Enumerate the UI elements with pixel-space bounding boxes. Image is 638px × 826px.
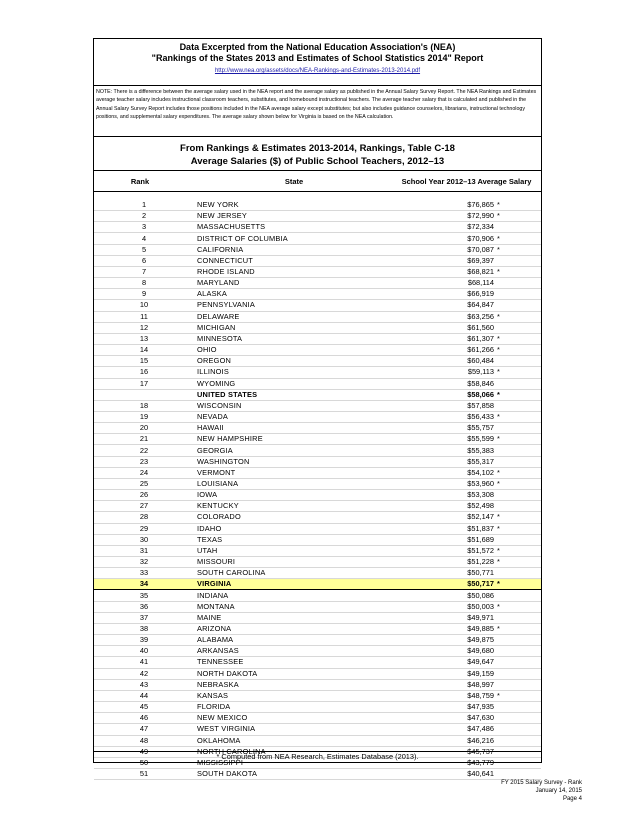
source-link[interactable]: http://www.nea.org/assets/docs/NEA-Rankings-and-Estimates-2013-2014.pdf bbox=[214, 68, 421, 74]
salary-cell: $47,630 bbox=[439, 713, 495, 724]
table-row bbox=[94, 679, 541, 690]
table-row bbox=[94, 623, 541, 634]
salary-cell: $70,087 bbox=[439, 244, 495, 255]
table-row bbox=[94, 657, 541, 668]
state-cell: NEVADA bbox=[194, 411, 439, 422]
footnote-mark bbox=[495, 289, 541, 300]
rank-cell: 47 bbox=[94, 724, 194, 735]
footnote-mark: * bbox=[495, 512, 541, 523]
table-row bbox=[94, 501, 541, 512]
footnote-mark: * bbox=[495, 345, 541, 356]
state-cell: ALASKA bbox=[194, 289, 439, 300]
salary-cell: $69,397 bbox=[439, 255, 495, 266]
footer-title: FY 2015 Salary Survey - Rank bbox=[501, 780, 582, 786]
state-cell: MISSOURI bbox=[194, 557, 439, 568]
salary-table bbox=[94, 200, 541, 780]
rank-cell: 24 bbox=[94, 467, 194, 478]
footnote-mark: * bbox=[495, 244, 541, 255]
rank-cell: 27 bbox=[94, 501, 194, 512]
column-header-rank: Rank bbox=[130, 177, 150, 186]
state-cell: NEW YORK bbox=[194, 200, 439, 211]
state-cell: NEW HAMPSHIRE bbox=[194, 434, 439, 445]
table-row bbox=[94, 356, 541, 367]
state-cell: NEW JERSEY bbox=[194, 211, 439, 222]
rank-cell: 25 bbox=[94, 478, 194, 489]
salary-cell: $43,779 bbox=[439, 757, 495, 768]
table-row bbox=[94, 411, 541, 422]
salary-cell: $59,113 bbox=[439, 367, 495, 378]
salary-cell: $50,003 bbox=[439, 601, 495, 612]
table-row bbox=[94, 635, 541, 646]
state-cell: VERMONT bbox=[194, 467, 439, 478]
salary-cell: $49,971 bbox=[439, 612, 495, 623]
state-cell: MONTANA bbox=[194, 601, 439, 612]
table-row bbox=[94, 233, 541, 244]
rank-cell: 2 bbox=[94, 211, 194, 222]
rank-cell: 1 bbox=[94, 200, 194, 211]
state-cell: WASHINGTON bbox=[194, 456, 439, 467]
footnote-mark: * bbox=[495, 266, 541, 277]
table-row bbox=[94, 579, 541, 590]
table-row bbox=[94, 534, 541, 545]
table-row bbox=[94, 211, 541, 222]
report-header bbox=[94, 39, 541, 81]
rank-cell: 38 bbox=[94, 623, 194, 634]
rank-cell: 21 bbox=[94, 434, 194, 445]
state-cell: PENNSYLVANIA bbox=[194, 300, 439, 311]
state-cell: UTAH bbox=[194, 545, 439, 556]
salary-cell: $47,486 bbox=[439, 724, 495, 735]
footnote-mark bbox=[495, 423, 541, 434]
salary-cell: $57,858 bbox=[439, 400, 495, 411]
footnote-mark: * bbox=[495, 434, 541, 445]
rank-cell bbox=[94, 389, 194, 400]
table-row bbox=[94, 389, 541, 400]
footnote-mark: * bbox=[495, 200, 541, 211]
state-cell: ARIZONA bbox=[194, 623, 439, 634]
salary-cell: $50,086 bbox=[439, 590, 495, 601]
footnote-mark bbox=[495, 278, 541, 289]
salary-cell: $72,990 bbox=[439, 211, 495, 222]
footnote-mark: * bbox=[495, 233, 541, 244]
table-row bbox=[94, 545, 541, 556]
table-row bbox=[94, 333, 541, 344]
salary-cell: $58,846 bbox=[439, 378, 495, 389]
footnote-mark bbox=[495, 646, 541, 657]
state-cell: GEORGIA bbox=[194, 445, 439, 456]
rank-cell: 28 bbox=[94, 512, 194, 523]
rank-cell: 36 bbox=[94, 601, 194, 612]
state-cell: NEBRASKA bbox=[194, 679, 439, 690]
table-row bbox=[94, 266, 541, 277]
footnote-mark bbox=[495, 612, 541, 623]
rank-cell: 20 bbox=[94, 423, 194, 434]
page-number: Page 4 bbox=[562, 796, 582, 802]
footnote-mark: * bbox=[495, 478, 541, 489]
rank-cell: 8 bbox=[94, 278, 194, 289]
footnote-mark: * bbox=[495, 333, 541, 344]
salary-cell: $66,919 bbox=[439, 289, 495, 300]
table-row bbox=[94, 456, 541, 467]
footnote-mark bbox=[495, 322, 541, 333]
footnote-mark: * bbox=[495, 523, 541, 534]
state-cell: TEXAS bbox=[194, 534, 439, 545]
table-row bbox=[94, 434, 541, 445]
footnote-mark: * bbox=[495, 623, 541, 634]
salary-cell: $61,560 bbox=[439, 322, 495, 333]
salary-cell: $68,114 bbox=[439, 278, 495, 289]
salary-cell: $49,885 bbox=[439, 623, 495, 634]
rank-cell: 10 bbox=[94, 300, 194, 311]
salary-cell: $53,308 bbox=[439, 490, 495, 501]
salary-cell: $64,847 bbox=[439, 300, 495, 311]
footnote-mark bbox=[495, 668, 541, 679]
header-line-2: "Rankings of the States 2013 and Estimates of School Statistics 2014" Report bbox=[151, 53, 484, 63]
table-row bbox=[94, 244, 541, 255]
table-row bbox=[94, 467, 541, 478]
state-cell: SOUTH CAROLINA bbox=[194, 568, 439, 579]
table-row bbox=[94, 668, 541, 679]
rank-cell: 16 bbox=[94, 367, 194, 378]
state-cell: MISSISSIPPI bbox=[194, 757, 439, 768]
salary-cell: $46,216 bbox=[439, 735, 495, 746]
salary-cell: $55,757 bbox=[439, 423, 495, 434]
table-title-line-2: Average Salaries ($) of Public School Teachers, 2012–13 bbox=[190, 156, 445, 167]
footnote-mark: * bbox=[495, 579, 541, 590]
table-footnote: * Computed from NEA Research, Estimates Database (2013). bbox=[216, 752, 419, 761]
salary-cell: $58,066 bbox=[439, 389, 495, 400]
state-cell: WEST VIRGINIA bbox=[194, 724, 439, 735]
salary-cell: $49,159 bbox=[439, 668, 495, 679]
footnote-mark: * bbox=[495, 690, 541, 701]
state-cell: DELAWARE bbox=[194, 311, 439, 322]
state-cell: DISTRICT OF COLUMBIA bbox=[194, 233, 439, 244]
rank-cell: 32 bbox=[94, 557, 194, 568]
salary-cell: $51,228 bbox=[439, 557, 495, 568]
rank-cell: 15 bbox=[94, 356, 194, 367]
rank-cell: 50 bbox=[94, 757, 194, 768]
rank-cell: 5 bbox=[94, 244, 194, 255]
table-row bbox=[94, 400, 541, 411]
salary-cell: $48,997 bbox=[439, 679, 495, 690]
state-cell: CALIFORNIA bbox=[194, 244, 439, 255]
state-cell: NORTH DAKOTA bbox=[194, 668, 439, 679]
state-cell: MICHIGAN bbox=[194, 322, 439, 333]
salary-cell: $52,147 bbox=[439, 512, 495, 523]
state-cell: ALABAMA bbox=[194, 635, 439, 646]
rank-cell: 17 bbox=[94, 378, 194, 389]
footnote-mark: * bbox=[495, 601, 541, 612]
table-row bbox=[94, 490, 541, 501]
footnote-mark bbox=[495, 456, 541, 467]
rank-cell: 6 bbox=[94, 255, 194, 266]
footnote-mark bbox=[495, 735, 541, 746]
table-row bbox=[94, 735, 541, 746]
table-row bbox=[94, 423, 541, 434]
table-row bbox=[94, 557, 541, 568]
table-row bbox=[94, 690, 541, 701]
rank-cell: 41 bbox=[94, 657, 194, 668]
divider bbox=[94, 85, 541, 86]
footnote-mark bbox=[495, 255, 541, 266]
rank-cell: 18 bbox=[94, 400, 194, 411]
footnote-mark bbox=[495, 378, 541, 389]
state-cell: SOUTH DAKOTA bbox=[194, 768, 439, 779]
footnote-mark: * bbox=[495, 545, 541, 556]
state-cell: KENTUCKY bbox=[194, 501, 439, 512]
table-title bbox=[94, 142, 541, 168]
salary-cell: $61,307 bbox=[439, 333, 495, 344]
table-row bbox=[94, 601, 541, 612]
footnote-mark bbox=[495, 222, 541, 233]
footnote-mark bbox=[495, 356, 541, 367]
state-cell: RHODE ISLAND bbox=[194, 266, 439, 277]
rank-cell: 45 bbox=[94, 702, 194, 713]
footnote-mark: * bbox=[495, 557, 541, 568]
state-cell: OREGON bbox=[194, 356, 439, 367]
state-cell: ARKANSAS bbox=[194, 646, 439, 657]
rank-cell: 35 bbox=[94, 590, 194, 601]
footnote-mark bbox=[495, 490, 541, 501]
footnote-mark: * bbox=[495, 389, 541, 400]
rank-cell: 7 bbox=[94, 266, 194, 277]
salary-cell: $63,256 bbox=[439, 311, 495, 322]
table-row bbox=[94, 724, 541, 735]
table-row bbox=[94, 512, 541, 523]
rank-cell: 44 bbox=[94, 690, 194, 701]
table-row bbox=[94, 612, 541, 623]
page-footer bbox=[501, 779, 582, 803]
table-row bbox=[94, 378, 541, 389]
document-frame bbox=[93, 38, 542, 779]
footnote-mark: * bbox=[495, 467, 541, 478]
table-row bbox=[94, 200, 541, 211]
rank-cell: 46 bbox=[94, 713, 194, 724]
rank-cell: 48 bbox=[94, 735, 194, 746]
rank-cell: 42 bbox=[94, 668, 194, 679]
table-title-line-1: From Rankings & Estimates 2013-2014, Rankings, Table C-18 bbox=[180, 143, 455, 154]
rank-cell: 4 bbox=[94, 233, 194, 244]
rank-cell: 30 bbox=[94, 534, 194, 545]
footnote-mark bbox=[495, 400, 541, 411]
rank-cell: 49 bbox=[94, 746, 194, 757]
state-cell: WISCONSIN bbox=[194, 400, 439, 411]
rank-cell: 14 bbox=[94, 345, 194, 356]
state-cell: LOUISIANA bbox=[194, 478, 439, 489]
divider bbox=[94, 136, 541, 137]
footnote-mark bbox=[495, 445, 541, 456]
salary-cell: $68,821 bbox=[439, 266, 495, 277]
table-row bbox=[94, 590, 541, 601]
table-row bbox=[94, 523, 541, 534]
salary-cell: $56,433 bbox=[439, 411, 495, 422]
state-cell: MASSACHUSETTS bbox=[194, 222, 439, 233]
rank-cell: 13 bbox=[94, 333, 194, 344]
footnote-mark bbox=[495, 501, 541, 512]
footer-date: January 14, 2015 bbox=[535, 788, 582, 794]
footnote-mark bbox=[495, 713, 541, 724]
column-header-salary: School Year 2012–13 Average Salary bbox=[401, 177, 532, 186]
salary-cell: $48,759 bbox=[439, 690, 495, 701]
table-row bbox=[94, 768, 541, 779]
rank-cell: 40 bbox=[94, 646, 194, 657]
rank-cell: 19 bbox=[94, 411, 194, 422]
salary-cell: $49,875 bbox=[439, 635, 495, 646]
salary-cell: $52,498 bbox=[439, 501, 495, 512]
table-row bbox=[94, 222, 541, 233]
table-row bbox=[94, 278, 541, 289]
table-row bbox=[94, 367, 541, 378]
table-row bbox=[94, 568, 541, 579]
salary-cell: $50,771 bbox=[439, 568, 495, 579]
rank-cell: 33 bbox=[94, 568, 194, 579]
state-cell: MINNESOTA bbox=[194, 333, 439, 344]
state-cell: WYOMING bbox=[194, 378, 439, 389]
rank-cell: 26 bbox=[94, 490, 194, 501]
rank-cell: 22 bbox=[94, 445, 194, 456]
salary-cell: $51,689 bbox=[439, 534, 495, 545]
table-row bbox=[94, 289, 541, 300]
state-cell: COLORADO bbox=[194, 512, 439, 523]
table-row bbox=[94, 311, 541, 322]
state-cell: UNITED STATES bbox=[194, 389, 439, 400]
divider bbox=[94, 191, 541, 192]
state-cell: ILLINOIS bbox=[194, 367, 439, 378]
footnote-mark: * bbox=[495, 211, 541, 222]
rank-cell: 12 bbox=[94, 322, 194, 333]
table-row bbox=[94, 646, 541, 657]
state-cell: OHIO bbox=[194, 345, 439, 356]
footnote-mark bbox=[495, 679, 541, 690]
divider bbox=[94, 170, 541, 171]
state-cell: VIRGINIA bbox=[194, 579, 439, 590]
footnote-mark: * bbox=[495, 367, 541, 378]
rank-cell: 29 bbox=[94, 523, 194, 534]
footnote-mark bbox=[495, 724, 541, 735]
rank-cell: 51 bbox=[94, 768, 194, 779]
rank-cell: 43 bbox=[94, 679, 194, 690]
state-cell: CONNECTICUT bbox=[194, 255, 439, 266]
rank-cell: 11 bbox=[94, 311, 194, 322]
footnote-mark bbox=[495, 590, 541, 601]
column-header-state: State bbox=[284, 177, 304, 186]
footnote-mark bbox=[495, 635, 541, 646]
footnote-mark: * bbox=[495, 411, 541, 422]
rank-cell: 3 bbox=[94, 222, 194, 233]
header-line-1: Data Excerpted from the National Education Association's (NEA) bbox=[179, 42, 456, 52]
state-cell: HAWAII bbox=[194, 423, 439, 434]
state-cell: IOWA bbox=[194, 490, 439, 501]
rank-cell: 34 bbox=[94, 579, 194, 590]
footnote-mark bbox=[495, 657, 541, 668]
footnote-mark bbox=[495, 534, 541, 545]
footnote-mark: * bbox=[495, 311, 541, 322]
state-cell: MARYLAND bbox=[194, 278, 439, 289]
salary-cell: $55,317 bbox=[439, 456, 495, 467]
salary-cell: $40,641 bbox=[439, 768, 495, 779]
state-cell: NEW MEXICO bbox=[194, 713, 439, 724]
rank-cell: 39 bbox=[94, 635, 194, 646]
state-cell: NORTH CAROLINA bbox=[194, 746, 439, 757]
salary-cell: $49,680 bbox=[439, 646, 495, 657]
state-cell: KANSAS bbox=[194, 690, 439, 701]
salary-cell: $72,334 bbox=[439, 222, 495, 233]
state-cell: TENNESSEE bbox=[194, 657, 439, 668]
salary-cell: $61,266 bbox=[439, 345, 495, 356]
salary-cell: $60,484 bbox=[439, 356, 495, 367]
salary-cell: $76,865 bbox=[439, 200, 495, 211]
table-row bbox=[94, 300, 541, 311]
footnote-mark bbox=[495, 768, 541, 779]
table-row bbox=[94, 322, 541, 333]
table-row bbox=[94, 478, 541, 489]
rank-cell: 37 bbox=[94, 612, 194, 623]
salary-cell: $47,935 bbox=[439, 702, 495, 713]
state-cell: FLORIDA bbox=[194, 702, 439, 713]
state-cell: OKLAHOMA bbox=[194, 735, 439, 746]
state-cell: MAINE bbox=[194, 612, 439, 623]
state-cell: INDIANA bbox=[194, 590, 439, 601]
table-row bbox=[94, 255, 541, 266]
salary-cell: $50,717 bbox=[439, 579, 495, 590]
footnote-mark bbox=[495, 702, 541, 713]
salary-cell: $70,906 bbox=[439, 233, 495, 244]
salary-cell: $54,102 bbox=[439, 467, 495, 478]
note-text: NOTE: There is a difference between the average salary used in the NEA report and the average salary as published in the Annual Salary Survey Report. The NEA Rankings and Estimates average teacher salary includes instructional classroom teachers, substitutes, and homebound instructional teachers. The average teacher salary that is calculated and published in the Annual Salary Survey Report includes those positions included in the NEA average salary except substitutes; but also includes guidance counselors, librarians, instructional technology positions, and supplemental salary expenditures. The average salary shown below for Virginia is based on the NEA calculation. bbox=[96, 89, 537, 121]
footnote-mark bbox=[495, 300, 541, 311]
salary-cell: $51,572 bbox=[439, 545, 495, 556]
table-row bbox=[94, 345, 541, 356]
footnote-mark bbox=[495, 568, 541, 579]
rank-cell: 31 bbox=[94, 545, 194, 556]
salary-cell: $45,737 bbox=[439, 746, 495, 757]
rank-cell: 9 bbox=[94, 289, 194, 300]
rank-cell: 23 bbox=[94, 456, 194, 467]
table-row bbox=[94, 702, 541, 713]
state-cell: IDAHO bbox=[194, 523, 439, 534]
table-row bbox=[94, 713, 541, 724]
salary-cell: $53,960 bbox=[439, 478, 495, 489]
salary-cell: $55,599 bbox=[439, 434, 495, 445]
salary-cell: $49,647 bbox=[439, 657, 495, 668]
salary-cell: $55,383 bbox=[439, 445, 495, 456]
table-row bbox=[94, 445, 541, 456]
salary-cell: $51,837 bbox=[439, 523, 495, 534]
